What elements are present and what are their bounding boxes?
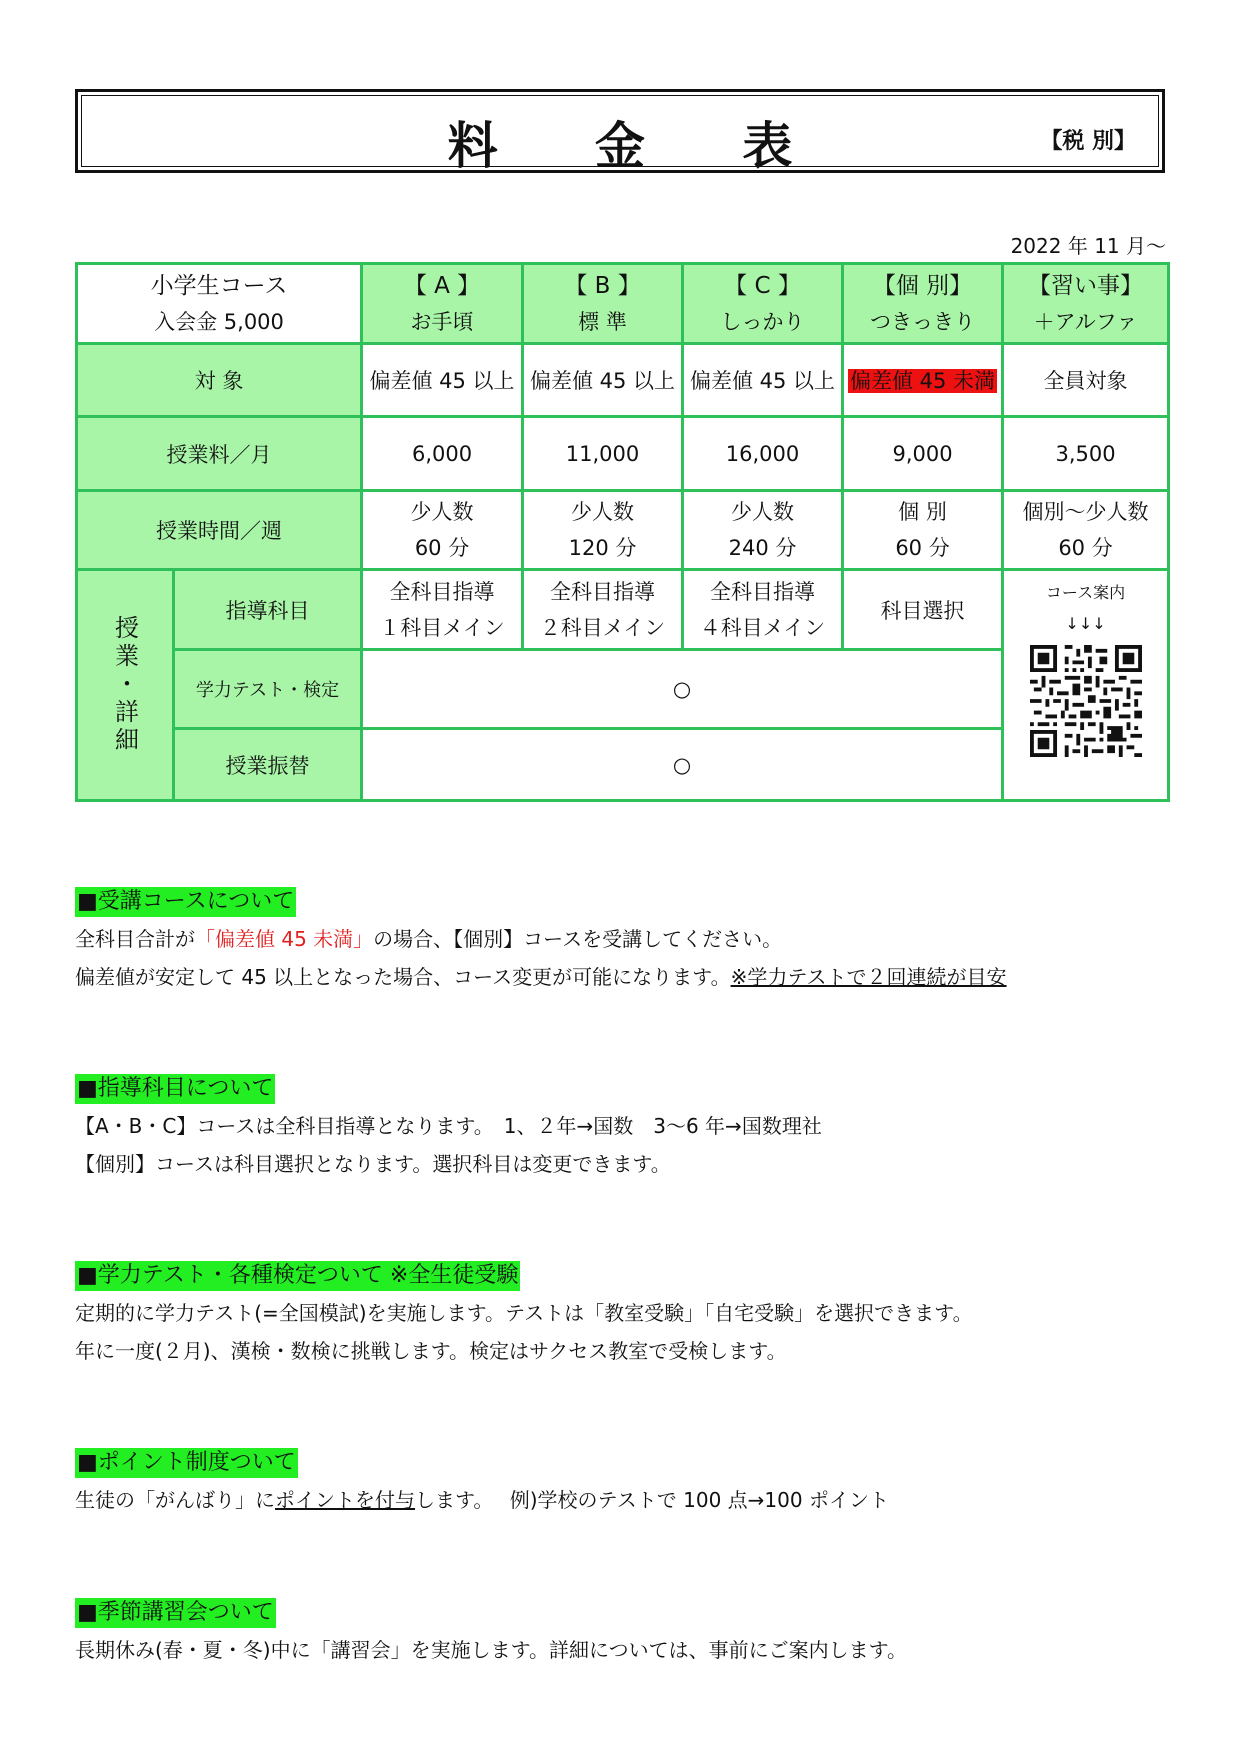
row-label-time: 授業時間／週 (77, 491, 362, 570)
section-heading: ■ポイント制度ついて (75, 1448, 298, 1478)
detail-group-label: 授業・詳細 (110, 615, 139, 755)
target-row (77, 344, 1169, 417)
row-label-fee: 授業料／月 (77, 417, 362, 491)
fee-row (77, 417, 1169, 491)
text-segment: の場合、【個別】コースを受講してください。 (373, 927, 783, 951)
time-minutes: 60 分 (1058, 536, 1113, 560)
subjects-scope: 全科目指導 (550, 579, 656, 604)
underlined-note: ポイントを付与 (275, 1488, 415, 1512)
subjects-scope: 全科目指導 (710, 579, 816, 604)
effective-date: 2022 年 11 月～ (1010, 234, 1166, 258)
subjects-b (523, 570, 683, 650)
fee-table (75, 262, 1170, 802)
section-line: 長期休み(春・夏・冬)中に「講習会」を実施します。詳細については、事前にご案内します。 (75, 1638, 908, 1662)
section-course (75, 882, 1007, 996)
col-sub: しっかり (720, 309, 805, 334)
subjects-main: ２科目メイン (539, 615, 666, 640)
subjects-main: １科目メイン (379, 615, 505, 640)
qr-code-icon[interactable] (1030, 645, 1142, 757)
col-name: 【個 別】 (872, 272, 973, 299)
page-title: 料 金 表 (447, 117, 833, 175)
col-sub: 標 準 (578, 309, 627, 334)
time-minutes: 60 分 (895, 536, 950, 560)
section-line (75, 920, 1007, 958)
row-label-target: 対 象 (77, 344, 362, 417)
subjects-a (362, 570, 523, 650)
course-label: 小学生コース (150, 272, 288, 299)
col-name: 【 A 】 (403, 272, 481, 299)
col-name: 【 C 】 (724, 272, 801, 299)
row-label-transfer: 授業振替 (174, 729, 362, 801)
fee-lessons: 3,500 (1003, 417, 1169, 491)
corner-cell (77, 264, 362, 344)
highlight-text: 「偏差値 45 未満」 (195, 927, 374, 951)
section-heading: ■季節講習会ついて (75, 1598, 276, 1628)
col-sub: つきっきり (870, 309, 976, 334)
text-segment: 全科目合計が (75, 927, 195, 951)
tax-label: 【税 別】 (1040, 129, 1136, 154)
tests-value: ○ (362, 650, 1003, 729)
time-b (523, 491, 683, 570)
fee-individual: 9,000 (843, 417, 1003, 491)
time-c (683, 491, 843, 570)
enrollment-fee: 入会金 5,000 (154, 309, 284, 334)
transfer-value: ○ (362, 729, 1003, 801)
time-individual (843, 491, 1003, 570)
section-seasonal (75, 1593, 907, 1669)
section-subjects (75, 1069, 822, 1183)
col-sub: お手頃 (410, 309, 474, 334)
target-individual-cell (843, 344, 1003, 417)
header-row (77, 264, 1169, 344)
section-tests (75, 1256, 973, 1370)
time-minutes: 240 分 (728, 536, 797, 560)
section-line: 【個別】コースは科目選択となります。選択科目は変更できます。 (75, 1152, 671, 1176)
col-header-c (683, 264, 843, 344)
fee-a: 6,000 (362, 417, 523, 491)
col-name: 【 B 】 (564, 272, 641, 299)
col-header-a (362, 264, 523, 344)
underlined-note: ※学力テストで２回連続が目安 (730, 965, 1007, 989)
row-label-subjects: 指導科目 (174, 570, 362, 650)
section-heading: ■受講コースについて (75, 887, 296, 917)
course-guide-arrows: ↓↓↓ (1065, 614, 1106, 633)
text-segment: します。 例)学校のテストで 100 点→100 ポイント (415, 1488, 889, 1512)
section-heading: ■学力テスト・各種検定ついて ※全生徒受験 (75, 1261, 520, 1291)
time-format: 少人数 (731, 500, 795, 524)
col-header-individual (843, 264, 1003, 344)
row-label-tests: 学力テスト・検定 (174, 650, 362, 729)
time-format: 個別～少人数 (1022, 500, 1149, 524)
time-lessons (1003, 491, 1169, 570)
target-c: 偏差値 45 以上 (683, 344, 843, 417)
detail-group-label-cell (77, 570, 174, 801)
target-b: 偏差値 45 以上 (523, 344, 683, 417)
subjects-c (683, 570, 843, 650)
course-guide-label: コース案内 (1045, 583, 1126, 602)
subjects-main: ４科目メイン (699, 615, 826, 640)
target-lessons: 全員対象 (1003, 344, 1169, 417)
time-minutes: 60 分 (414, 536, 470, 560)
target-individual: 偏差値 45 未満 (849, 369, 996, 393)
section-line: 【A・B・C】コースは全科目指導となります。 1、２年→国数 3～6 年→国数理社 (75, 1114, 822, 1138)
time-format: 少人数 (410, 500, 474, 524)
target-a: 偏差値 45 以上 (362, 344, 523, 417)
section-heading: ■指導科目について (75, 1074, 275, 1104)
title-box (75, 89, 1165, 173)
text-segment: 偏差値が安定して 45 以上となった場合、コース変更が可能になります。 (75, 965, 731, 989)
subjects-individual: 科目選択 (843, 570, 1003, 650)
section-points (75, 1443, 889, 1519)
fee-c: 16,000 (683, 417, 843, 491)
title-inner-frame (81, 95, 1159, 175)
time-format: 少人数 (571, 500, 635, 524)
fee-b: 11,000 (523, 417, 683, 491)
section-line: 定期的に学力テスト(=全国模試)を実施します。テストは「教室受験」「自宅受験」を選択できます。 (75, 1301, 973, 1325)
course-guide-cell (1003, 570, 1169, 801)
col-header-lessons (1003, 264, 1169, 344)
text-segment: 生徒の「がんばり」に (75, 1488, 275, 1512)
section-line (75, 958, 1007, 996)
section-line: 年に一度(２月)、漢検・数検に挑戦します。検定はサクセス教室で受検します。 (75, 1339, 787, 1363)
col-name: 【習い事】 (1028, 272, 1144, 299)
subjects-row (77, 570, 1169, 650)
time-row (77, 491, 1169, 570)
subjects-scope: 全科目指導 (389, 579, 495, 604)
time-format: 個 別 (898, 500, 947, 524)
col-header-b (523, 264, 683, 344)
section-line (75, 1481, 889, 1519)
col-sub: ＋アルファ (1033, 309, 1138, 334)
time-minutes: 120 分 (568, 536, 637, 560)
time-a (362, 491, 523, 570)
